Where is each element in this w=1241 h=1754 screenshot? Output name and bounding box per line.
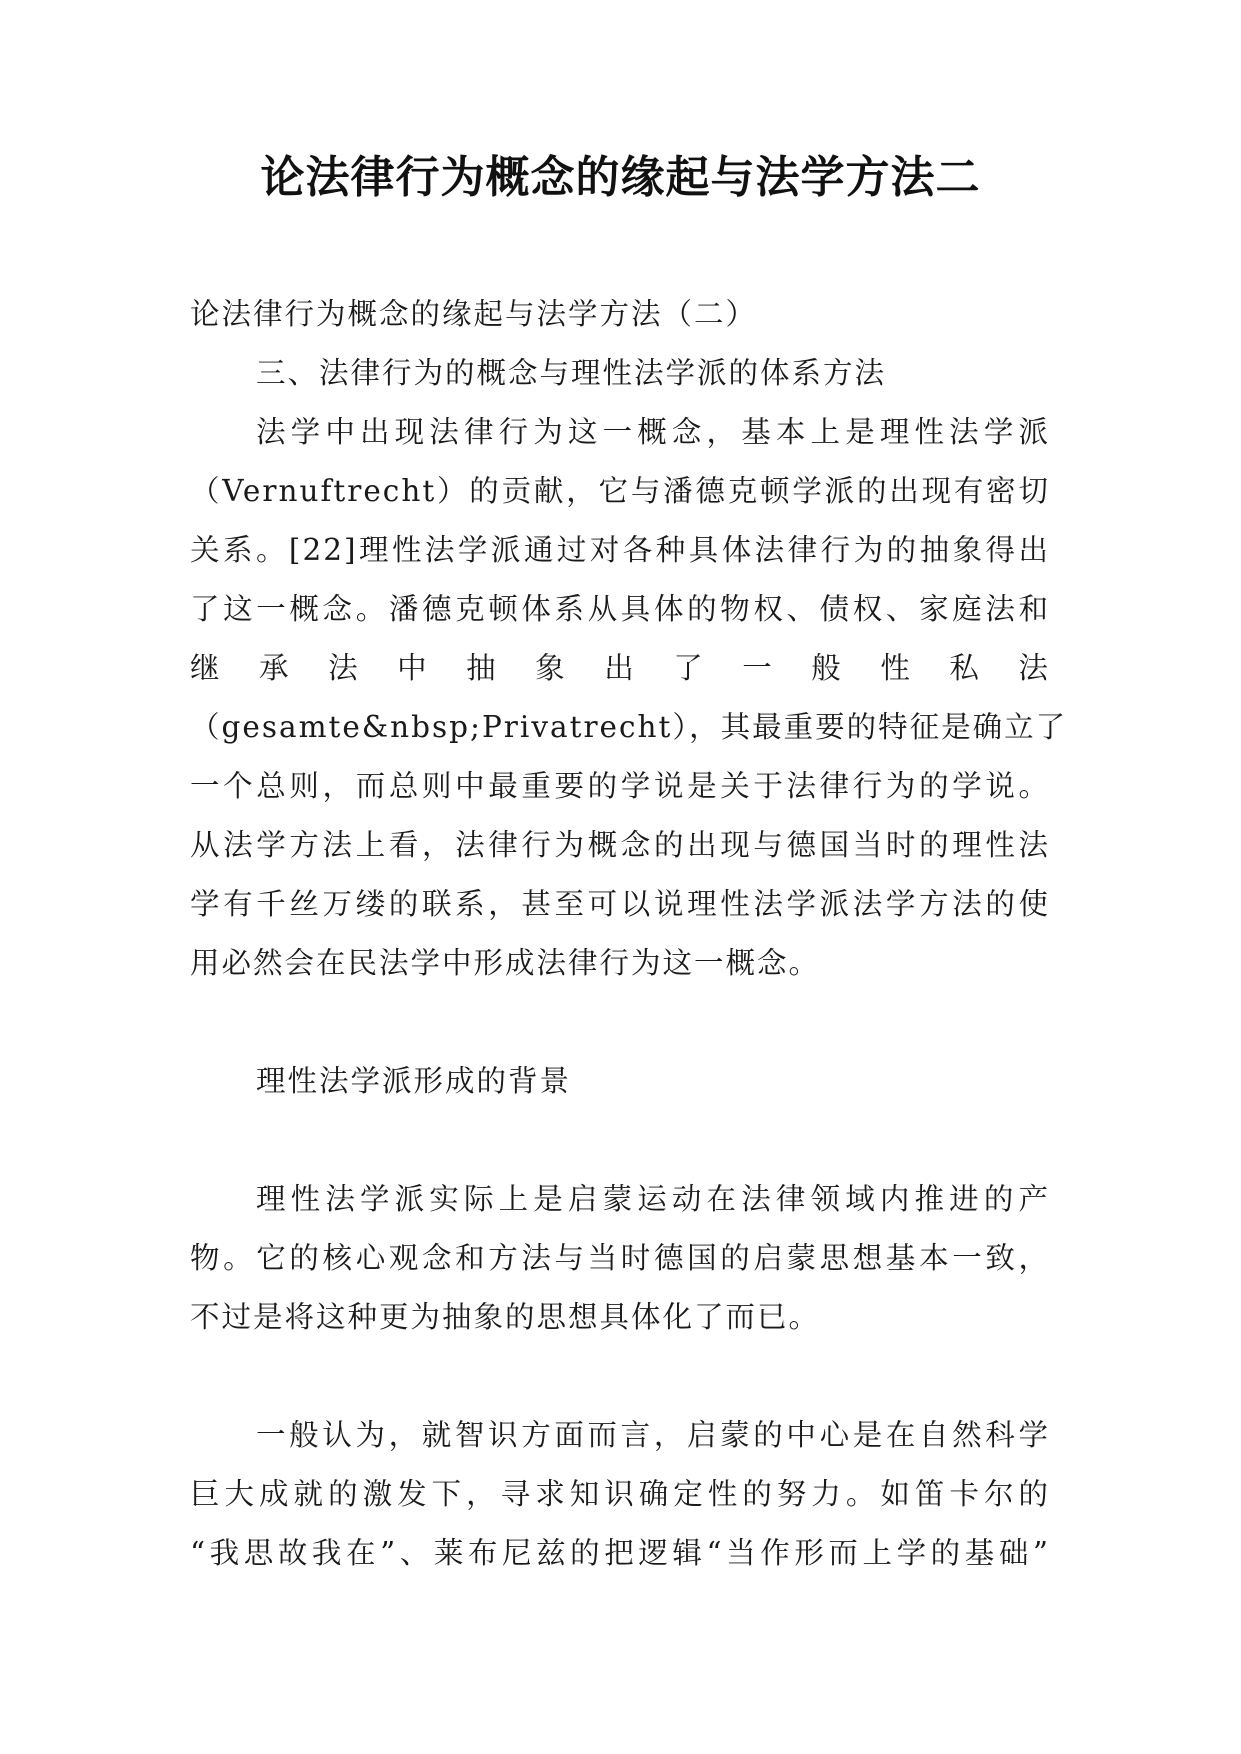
paragraph-line: 从法学方法上看，法律行为概念的出现与德国当时的理性法 xyxy=(190,828,1050,862)
paragraph-line-spread xyxy=(190,639,1050,698)
document-body xyxy=(190,285,1068,1583)
blank-line xyxy=(190,1347,1050,1406)
paragraph-line: 巨大成就的激发下，寻求知识确定性的努力。如笛卡尔的 xyxy=(190,1477,1050,1511)
paragraph-1 xyxy=(190,403,1068,993)
paragraph-2 xyxy=(190,1170,1050,1347)
blank-line xyxy=(190,993,1050,1052)
paragraph-line: 用必然会在民法学中形成法律行为这一概念。 xyxy=(190,946,821,980)
section-heading: 三、法律行为的概念与理性法学派的体系方法 xyxy=(256,356,887,390)
paragraph-line: （Vernuftrecht）的贡献，它与潘德克顿学派的出现有密切 xyxy=(190,474,1050,508)
paragraph-line: 物。它的核心观念和方法与当时德国的启蒙思想基本一致， xyxy=(190,1241,1050,1275)
char: 性 xyxy=(880,651,912,685)
char: 法 xyxy=(328,651,360,685)
char: 了 xyxy=(673,651,705,685)
char: 私 xyxy=(949,651,981,685)
paragraph-line: 理性法学派实际上是启蒙运动在法律领域内推进的产 xyxy=(256,1182,1050,1216)
char: 一 xyxy=(742,651,774,685)
document-title: 论法律行为概念的缘起与法学方法二 xyxy=(260,152,981,203)
char: 抽 xyxy=(466,651,498,685)
paragraph-3 xyxy=(190,1406,1050,1583)
char: 法 xyxy=(1018,651,1050,685)
paragraph-line: （gesamte&nbsp;Privatrecht），其最重要的特征是确立了 xyxy=(190,710,1068,744)
char: 出 xyxy=(604,651,636,685)
char: 般 xyxy=(811,651,843,685)
paragraph-line: 关系。[22]理性法学派通过对各种具体法律行为的抽象得出 xyxy=(190,533,1050,567)
paragraph-line: 法学中出现法律行为这一概念，基本上是理性法学派 xyxy=(256,415,1050,449)
subheading: 理性法学派形成的背景 xyxy=(256,1064,572,1098)
paragraph-line: 了这一概念。潘德克顿体系从具体的物权、债权、家庭法和 xyxy=(190,592,1050,626)
char: 象 xyxy=(535,651,567,685)
paragraph-line: 一般认为，就智识方面而言，启蒙的中心是在自然科学 xyxy=(256,1418,1050,1452)
paragraph-line: “我思故我在”、莱布尼兹的把逻辑“当作形而上学的基础” xyxy=(190,1536,1050,1570)
document-subtitle: 论法律行为概念的缘起与法学方法（二） xyxy=(190,297,758,331)
paragraph-line: 学有千丝万缕的联系，甚至可以说理性法学派法学方法的使 xyxy=(190,887,1050,921)
blank-line xyxy=(190,1111,1050,1170)
char: 承 xyxy=(259,651,291,685)
char: 中 xyxy=(397,651,429,685)
char: 继 xyxy=(190,651,222,685)
paragraph-line: 一个总则，而总则中最重要的学说是关于法律行为的学说。 xyxy=(190,769,1050,803)
paragraph-line: 不过是将这种更为抽象的思想具体化了而已。 xyxy=(190,1300,821,1334)
